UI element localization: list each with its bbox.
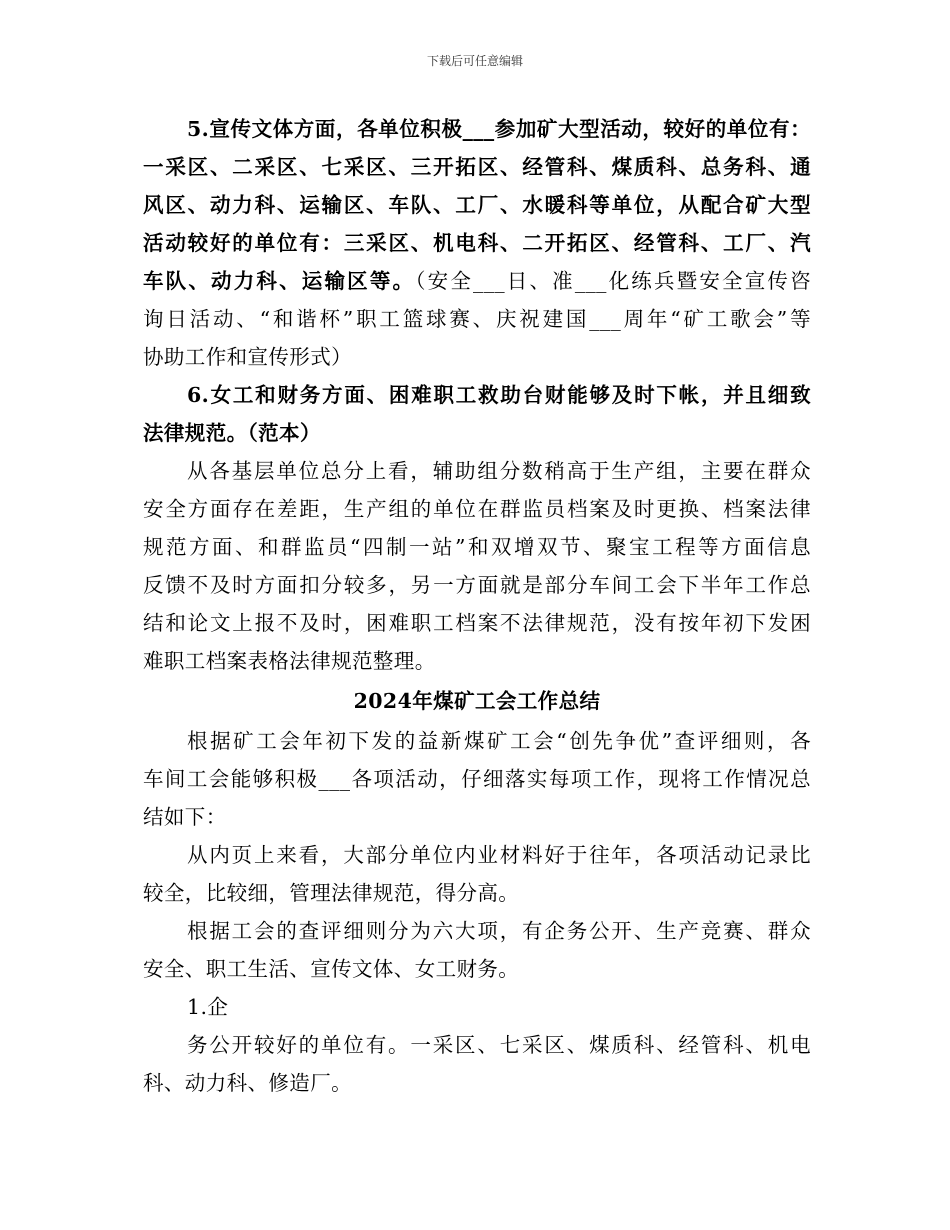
section5-line-4: 活动较好的单位有：三采区、机电科、二开拓区、经管科、工厂、汽 xyxy=(143,231,811,255)
item1-body-line-2: 科、动力科、修造厂。 xyxy=(143,1071,352,1095)
summary-line-6: 难职工档案表格法律规范整理。 xyxy=(143,649,436,673)
document-title: 2024年煤矿工会工作总结 xyxy=(353,689,601,713)
section5-line-6: 询日活动、“和谐杯”职工篮球赛、庆祝建国___周年“矿工歌会”等 xyxy=(143,307,811,331)
section5-line-5-bold: 车队、动力科、运输区等。 xyxy=(143,269,416,293)
section5-line-2: 一采区、二采区、七采区、三开拓区、经管科、煤质科、总务科、通 xyxy=(143,155,811,179)
section5-line-1: 5.宣传文体方面，各单位积极___参加矿大型活动，较好的单位有： xyxy=(187,117,811,141)
summary-line-2: 安全方面存在差距，生产组的单位在群监员档案及时更换、档案法律 xyxy=(143,497,811,521)
summary-line-1: 从各基层单位总分上看，辅助组分数稍高于生产组，主要在群众 xyxy=(187,459,811,483)
section5-line-7: 协助工作和宣传形式） xyxy=(143,345,352,369)
summary-line-3: 规范方面、和群监员“四制一站”和双增双节、聚宝工程等方面信息 xyxy=(143,535,811,559)
inner-pages-line-1: 从内页上来看，大部分单位内业材料好于往年，各项活动记录比 xyxy=(187,843,811,867)
page-header: 下载后可任意编辑 xyxy=(426,54,523,68)
criteria-line-2: 安全、职工生活、宣传文体、女工财务。 xyxy=(143,957,520,981)
inner-pages-line-2: 较全，比较细，管理法律规范，得分高。 xyxy=(143,881,520,905)
intro-line-2: 车间工会能够积极___各项活动，仔细落实每项工作，现将工作情况总 xyxy=(143,767,811,791)
section6-line-1: 6.女工和财务方面、困难职工救助台财能够及时下帐，并且细致 xyxy=(187,383,811,407)
document-body xyxy=(143,110,811,1102)
item1-body-line-1: 务公开较好的单位有。一采区、七采区、煤质科、经管科、机电 xyxy=(187,1033,811,1057)
section5-line-3: 风区、动力科、运输区、车队、工厂、水暖科等单位，从配合矿大型 xyxy=(143,193,811,217)
item1-heading: 1.企 xyxy=(187,995,229,1019)
criteria-line-1: 根据工会的查评细则分为六大项，有企务公开、生产竞赛、群众 xyxy=(187,919,811,943)
summary-line-4: 反馈不及时方面扣分较多，另一方面就是部分车间工会下半年工作总 xyxy=(143,573,811,597)
intro-line-3: 结如下： xyxy=(143,805,227,829)
section6-line-2: 法律规范。（范本） xyxy=(143,421,321,445)
section5-line-5-normal: （安全___日、准___化练兵暨安全宣传咨 xyxy=(415,269,811,293)
summary-line-5: 结和论文上报不及时，困难职工档案不法律规范，没有按年初下发困 xyxy=(143,611,811,635)
section5-line-5 xyxy=(143,262,811,300)
intro-line-1: 根据矿工会年初下发的益新煤矿工会“创先争优”查评细则，各 xyxy=(187,729,811,753)
